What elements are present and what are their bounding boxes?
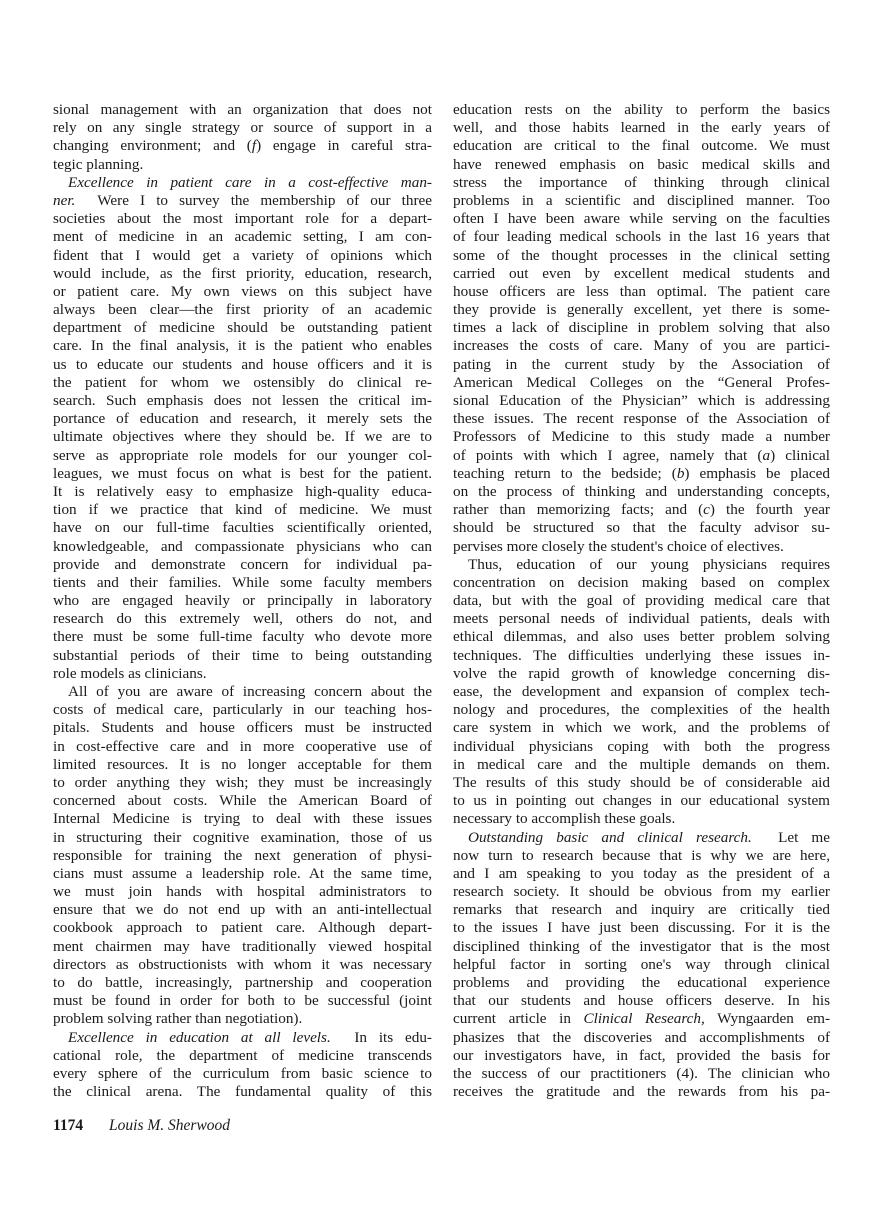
- text-line: house officers are less than optimal. The patient care: [453, 282, 830, 300]
- text-segment: Were I to survey the membership of our three: [75, 191, 432, 209]
- text-line: care. In the final analysis, it is the patient who enables: [53, 337, 432, 355]
- text-line: concerned about costs. While the American Board of: [53, 792, 432, 810]
- text-line: volve the rapid growth of knowledge concerning dis-: [453, 664, 830, 682]
- text-segment: Wyngaarden em-: [704, 1010, 830, 1028]
- text-segment: changing environment; and (: [53, 137, 252, 155]
- text-line: knowledgeable, and compassionate physicians who can: [53, 537, 432, 555]
- text-line: research society. It should be obvious from my earlier: [453, 883, 830, 901]
- text-line: [53, 192, 432, 210]
- text-line: must be found in order for both to be successful (joint: [53, 992, 432, 1010]
- paragraph: [53, 101, 432, 174]
- text-line: sional management with an organization that does not: [53, 101, 432, 118]
- text-line: serve as appropriate role models for our younger col-: [53, 446, 432, 464]
- text-line: search. Such emphasis does not lessen the critical im-: [53, 392, 432, 409]
- paragraph: [453, 829, 830, 1102]
- italic-text: a: [762, 446, 771, 464]
- text-segment: ) clinical: [770, 446, 830, 464]
- text-line: [453, 501, 830, 519]
- italic-text: b: [676, 464, 685, 482]
- italic-text: Excellence in patient care in a cost-effective man-: [68, 173, 432, 191]
- text-line: care system in which we work, and the problems of: [453, 719, 830, 737]
- text-line: us to educate our students and house officers and it is: [53, 355, 432, 373]
- text-segment: of points with which I agree, namely that (: [453, 446, 763, 464]
- text-line: to us in pointing out changes in our educational system: [453, 792, 830, 810]
- text-line: to do battle, increasingly, partnership and cooperation: [53, 974, 432, 991]
- text-line: individual physicians coping with both the progress: [453, 737, 830, 755]
- text-segment: current article in: [453, 1010, 584, 1028]
- text-line: education rests on the ability to perform the basics: [453, 101, 830, 118]
- text-line: research do this extremely well, others do not, and: [53, 610, 432, 628]
- paragraph: [453, 101, 830, 556]
- text-line: always been clear—the first priority of an academic: [53, 301, 432, 319]
- text-line: rely on any single strategy or source of support in a: [53, 119, 432, 137]
- text-line: ease, the development and expansion of complex tech-: [453, 683, 830, 700]
- text-line: All of you are aware of increasing concern about the: [68, 683, 432, 700]
- text-line: Internal Medicine is trying to deal with these issues: [53, 810, 432, 828]
- text-line: Professors of Medicine to this study made a number: [453, 428, 830, 446]
- text-line: The results of this study should be of considerable aid: [453, 773, 830, 791]
- italic-text: ner.: [53, 191, 76, 209]
- text-line: in cost-effective care and in more cooperative use of: [53, 737, 432, 755]
- text-line: have on our full-time faculties scientifically oriented,: [53, 519, 432, 537]
- text-line: societies about the most important role for a depart-: [53, 210, 432, 228]
- text-line: some of the thought processes in the clinical setting: [453, 246, 830, 264]
- text-line: increases the costs of care. Many of you are partici-: [453, 337, 830, 355]
- text-line: well, and those habits learned in the early years of: [453, 119, 830, 137]
- text-line: in medical care and the multiple demands on them.: [453, 755, 830, 773]
- text-line: techniques. The difficulties underlying these issues in-: [453, 646, 830, 664]
- text-line: carried out even by excellent medical students and: [453, 264, 830, 282]
- text-line: tegic planning.: [53, 155, 144, 173]
- text-line: of four leading medical schools in the last 16 years that: [453, 228, 830, 246]
- text-line: cational role, the department of medicine transcends: [53, 1046, 432, 1064]
- text-line: portance of education and research, it merely sets the: [53, 410, 432, 428]
- text-segment: Let me: [751, 828, 830, 846]
- text-line: ensure that we do not end up with an anti-intellectual: [53, 901, 432, 919]
- left-column: [53, 101, 432, 1101]
- italic-text: Clinical Research,: [583, 1010, 705, 1028]
- text-line: we must join hands with hospital administrators to: [53, 883, 432, 901]
- italic-text: Excellence in education at all levels.: [68, 1028, 331, 1046]
- italic-text: Outstanding basic and clinical research.: [468, 828, 752, 846]
- text-line: problems in a scientific and disciplined manner. Too: [453, 191, 830, 209]
- text-line: receives the gratitude and the rewards from his pa-: [453, 1083, 830, 1101]
- text-line: directors as obstructionists with whom it was necessary: [53, 955, 432, 973]
- page-number: 1174: [53, 1117, 84, 1134]
- text-line: problem solving rather than negotiation).: [53, 1010, 303, 1028]
- text-line: or patient care. My own views on this subject have: [53, 282, 432, 300]
- text-line: ment chairmen may have traditionally viewed hospital: [53, 937, 432, 955]
- text-line: [453, 829, 830, 847]
- text-line: problems and providing the educational experience: [453, 974, 830, 991]
- text-line: It is relatively easy to emphasize high-quality educa-: [53, 482, 432, 500]
- text-line: sional Education of the Physician” which is addressing: [453, 392, 830, 409]
- paragraph: [453, 556, 830, 829]
- text-line: [453, 1010, 830, 1028]
- text-line: costs of medical care, particularly in our teaching hos-: [53, 701, 432, 719]
- text-line: cians must assume a leadership role. At the same time,: [53, 864, 432, 882]
- text-line: meets personal needs of individual patients, deals with: [453, 610, 830, 628]
- text-line: substantial periods of their time to being outstanding: [53, 646, 432, 664]
- paragraph: [53, 683, 432, 1029]
- text-line: cookbook approach to patient care. Although depart-: [53, 919, 432, 937]
- text-line: pitals. Students and house officers must be instructed: [53, 719, 432, 737]
- text-line: nology and procedures, the complexities of the health: [453, 701, 830, 719]
- text-segment: ) the fourth year: [709, 501, 830, 519]
- text-line: and I am speaking to you today as the president of a: [453, 864, 830, 882]
- text-line: pating in the current study by the Association of: [453, 355, 830, 373]
- text-line: in structuring their cognitive examination, those of us: [53, 828, 432, 846]
- italic-text: f: [251, 137, 257, 155]
- text-line: remarks that research and inquiry are critically tied: [453, 901, 830, 919]
- text-line: these issues. The recent response of the Association of: [453, 410, 830, 428]
- text-line: disciplined thinking of the investigator that is the most: [453, 937, 830, 955]
- text-line: to the issues I have just been discussing. For it is the: [453, 919, 830, 937]
- text-line: [453, 465, 830, 483]
- text-line: often I have been aware while serving on the faculties: [453, 210, 830, 228]
- text-line: times a lack of discipline in problem solving that also: [453, 319, 830, 337]
- text-line: limited resources. It is no longer acceptable for them: [53, 755, 432, 773]
- paragraph: [53, 174, 432, 683]
- text-line: [53, 137, 432, 155]
- text-line: necessary to accomplish these goals.: [453, 810, 676, 828]
- text-line: stress the importance of thinking through clinical: [453, 173, 830, 191]
- text-line: they provide is generally excellent, yet there is some-: [453, 301, 830, 319]
- text-line: ethical dilemmas, and also uses better problem solving: [453, 628, 830, 646]
- text-line: [53, 174, 432, 192]
- text-line: helpful factor in sorting one's way through clinical: [453, 955, 830, 973]
- text-line: on the process of thinking and understanding concepts,: [453, 482, 830, 500]
- text-line: now turn to research because that is why we are here,: [453, 846, 830, 864]
- text-line: Thus, education of our young physicians requires: [468, 555, 830, 573]
- text-line: tion if we practice that kind of medicine. We must: [53, 501, 432, 519]
- text-segment: ) emphasis be placed: [684, 464, 830, 482]
- text-segment: rather than memorizing facts; and (: [453, 501, 704, 519]
- text-line: fident that I would get a variety of opinions which: [53, 246, 432, 264]
- text-line: who are engaged heavily or principally in laboratory: [53, 592, 432, 610]
- text-line: concentration on decision making based on complex: [453, 573, 830, 591]
- text-segment: In its edu-: [330, 1028, 432, 1046]
- text-line: to order anything they wish; they must be increasingly: [53, 773, 432, 791]
- text-line: should be structured so that the faculty advisor su-: [453, 519, 830, 537]
- text-line: [453, 447, 830, 465]
- page-footer: [53, 1117, 230, 1135]
- text-segment: teaching return to the bedside; (: [453, 464, 677, 482]
- text-line: leagues, we must focus on what is best for the patient.: [53, 464, 432, 482]
- text-line: pervises more closely the student's choice of electives.: [453, 537, 784, 555]
- right-column: [453, 101, 830, 1101]
- text-line: education are critical to the final outcome. We must: [453, 137, 830, 155]
- text-line: role models as clinicians.: [53, 664, 207, 682]
- text-line: American Medical Colleges on the “General Profes-: [453, 373, 830, 391]
- text-line: the clinical arena. The fundamental quality of this: [53, 1083, 432, 1101]
- text-line: phasizes that the discoveries and accomplishments of: [453, 1028, 830, 1046]
- text-line: the patient for whom we ostensibly do clinical re-: [53, 373, 432, 391]
- text-line: [53, 1029, 432, 1047]
- text-line: every sphere of the curriculum from basic science to: [53, 1064, 432, 1082]
- text-line: there must be some full-time faculty who devote more: [53, 628, 432, 646]
- text-line: department of medicine should be outstanding patient: [53, 319, 432, 337]
- paragraph: [53, 1029, 432, 1102]
- text-line: our investigators have, in fact, provided the basis for: [453, 1046, 830, 1064]
- text-line: would include, as the first priority, education, research,: [53, 264, 432, 282]
- text-segment: ) engage in careful stra-: [256, 137, 432, 155]
- italic-text: c: [703, 501, 710, 519]
- text-line: ultimate objectives where they should be. If we are to: [53, 428, 432, 446]
- text-line: tients and their families. While some faculty members: [53, 573, 432, 591]
- text-line: the success of our practitioners (4). The clinician who: [453, 1064, 830, 1082]
- text-line: have renewed emphasis on basic medical skills and: [453, 155, 830, 173]
- running-author: Louis M. Sherwood: [109, 1117, 231, 1134]
- text-line: responsible for training the next generation of physi-: [53, 846, 432, 864]
- text-line: data, but with the goal of providing medical care that: [453, 592, 830, 610]
- text-line: provide and demonstrate concern for individual pa-: [53, 555, 432, 573]
- text-line: that our students and house officers deserve. In his: [453, 992, 830, 1010]
- text-line: ment of medicine in an academic setting, I am con-: [53, 228, 432, 246]
